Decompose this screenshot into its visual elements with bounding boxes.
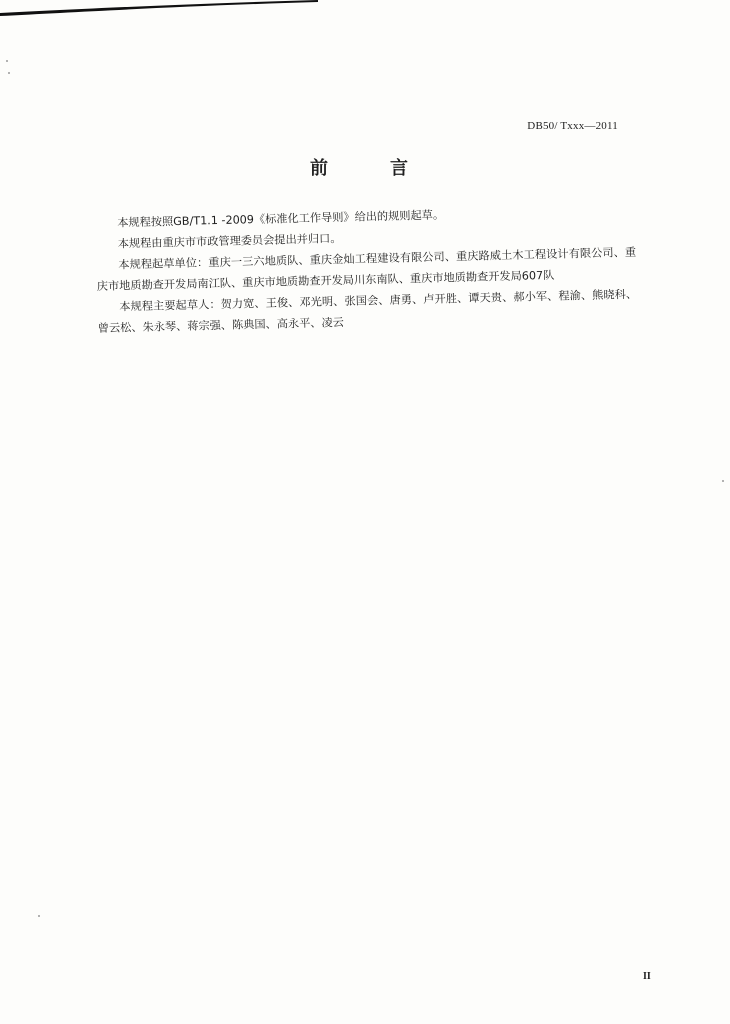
paragraph-proposer: 本规程由重庆市市政管理委员会提出并归口。 [117,231,342,251]
paragraph-drafters: 本规程主要起草人：贺力宽、王俊、邓光明、张国会、唐勇、卢开胜、谭天贵、郝小军、程渝、熊晓科、曾云松、朱永琴、蒋宗强、陈典国、高永平、凌云 [97,287,638,335]
scan-speck [8,72,10,74]
scan-speck [6,60,8,62]
scan-edge-artifact [0,0,320,16]
foreword-body [95,200,638,339]
page-title: 前 言 [310,158,430,179]
scan-speck [722,480,724,482]
paragraph-drafting-rules: 本规程按照GB/T1.1 -2009《标准化工作导则》给出的规则起草。 [117,208,445,230]
paragraph-drafting-units: 本规程起草单位：重庆一三六地质队、重庆金灿工程建设有限公司、重庆路威土木工程设计有限公司、重庆市地质勘查开发局南江队、重庆市地质勘查开发局川东南队、重庆市地质勘查开发局607队 [96,245,637,293]
page-number: II [643,971,651,982]
scan-speck [38,915,40,917]
standard-code: DB50/ Txxx—2011 [527,120,618,132]
